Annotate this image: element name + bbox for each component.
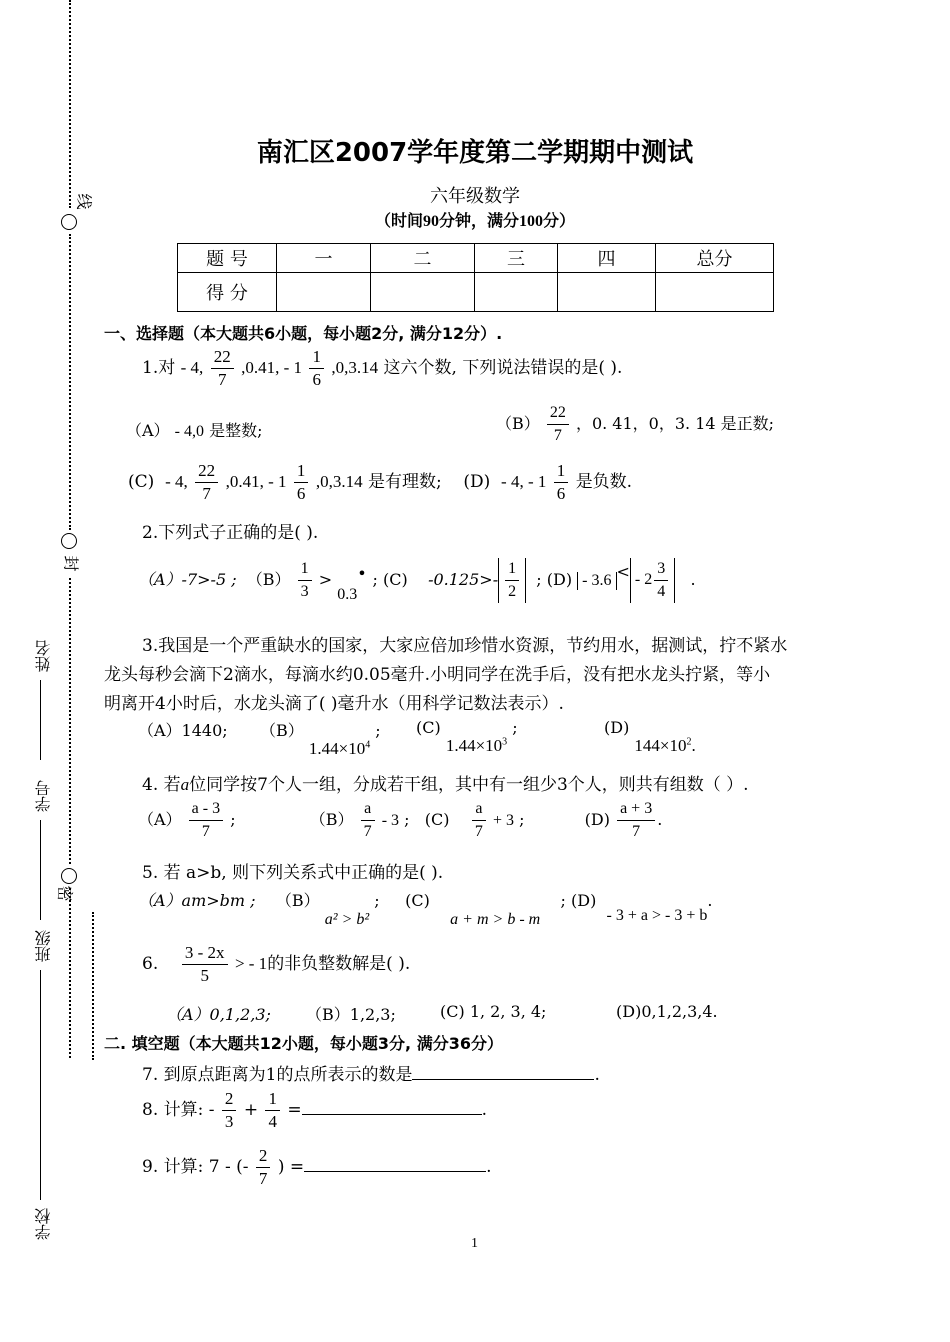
- q8-line: [142, 1088, 487, 1133]
- q5-b-label: （B）: [275, 891, 320, 910]
- q3-d-math: 144×10: [634, 736, 687, 755]
- q3-c-math: 1.44×10: [445, 736, 503, 755]
- q9-prefix: 9. 计算: 7 - (-: [142, 1157, 249, 1177]
- q1-frac-22-7: [211, 346, 234, 391]
- binding-dotted-line-outer: [92, 912, 94, 1060]
- q2-d-label: (D): [546, 570, 573, 589]
- q1-d-frac: [554, 460, 569, 505]
- frac-den: 7: [632, 823, 641, 840]
- section2-heading: 二. 填空题（本大题共12小题，每小题3分, 满分36分）: [104, 1034, 503, 1053]
- q1-c-num-b: ,0.41, - 1: [225, 472, 287, 491]
- q8-plus: +: [243, 1100, 259, 1120]
- q6-number: 6.: [142, 954, 159, 974]
- score-cell-q4: 四: [558, 244, 656, 273]
- page-title: 南汇区2007学年度第二学期期中测试: [256, 138, 694, 168]
- frac-num: 2: [222, 1088, 237, 1111]
- q8-answer-blank[interactable]: [302, 1098, 482, 1115]
- q9-answer-blank[interactable]: [304, 1155, 486, 1172]
- score-row-label: 得 分: [178, 273, 277, 312]
- frac-num: a - 3: [189, 798, 223, 821]
- q4-a-label: （A）: [138, 810, 182, 829]
- q6-stem-tail: 的非负整数解是( ).: [267, 954, 411, 974]
- q6-stem: [142, 942, 410, 987]
- q7-line: [142, 1060, 600, 1085]
- q1-b-label: （B）: [496, 414, 540, 433]
- q2-d-rhs-abs: [630, 558, 675, 603]
- q1-c-text: 是有理数;: [367, 472, 442, 492]
- q8-frac1: [222, 1088, 237, 1133]
- score-cell-label: 题 号: [178, 244, 277, 273]
- q3-c-semicolon: ;: [512, 718, 518, 737]
- frac-den: 6: [556, 484, 566, 503]
- q1-d-text: 是负数.: [575, 472, 633, 492]
- q3-line3: 明离开4小时后，水龙头滴了( )毫升水（用科学记数法表示）.: [104, 694, 564, 714]
- frac-den: 6: [296, 484, 306, 503]
- q8-eq: =: [287, 1100, 302, 1120]
- frac-num: 1: [505, 558, 519, 581]
- frac-den: 3: [224, 1112, 234, 1131]
- frac-den: 7: [553, 427, 562, 444]
- exam-time-note: （时间90分钟，满分100分）: [374, 213, 575, 230]
- q7-end: .: [594, 1065, 600, 1085]
- score-table-header-row: [178, 244, 774, 273]
- q3-d-period: .: [691, 736, 696, 755]
- score-input-q4[interactable]: [558, 273, 656, 312]
- q5-b-math: a² > b²: [324, 911, 370, 928]
- q9-line: [142, 1145, 492, 1190]
- q3-d-exp: 2: [686, 736, 692, 748]
- frac-den: 7: [217, 370, 227, 389]
- frac-den: 3: [300, 583, 309, 600]
- q1-b-frac: [547, 402, 569, 447]
- binding-circle-low: [61, 868, 77, 884]
- frac-num: a: [472, 798, 486, 821]
- q1-num-a: - 4,: [180, 358, 204, 377]
- frac-num: 1: [309, 346, 324, 369]
- q2-stem: 2.下列式子正确的是( ).: [142, 523, 319, 543]
- q6-rest: > - 1: [234, 954, 268, 973]
- q1-frac-1-6: [309, 346, 324, 391]
- q2-option-a: （A）-7>-5 ;: [138, 570, 237, 589]
- q1-option-b: [496, 402, 774, 447]
- q3-option-a: （A）1440;: [138, 721, 228, 740]
- q3-c-exp: 3: [502, 736, 508, 748]
- frac-den: 7: [474, 823, 483, 840]
- q1-a-text: 是整数;: [209, 421, 263, 440]
- binding-seal-label: 封: [61, 555, 81, 572]
- q1-d-label: (D): [463, 472, 491, 492]
- q4-b-label: （B）: [309, 810, 354, 829]
- q1-stem: [142, 346, 622, 391]
- q6-option-d: (D)0,1,2,3,4.: [616, 1002, 718, 1021]
- q2-b-label: （B）: [246, 570, 291, 589]
- school-label: 学校: [34, 1208, 53, 1240]
- q1-stem-prefix: 1.对: [142, 358, 176, 378]
- q1-c-frac1: [195, 460, 218, 505]
- q4-b-semicolon: ;: [404, 810, 410, 829]
- q3-b-math-wrap: [309, 739, 370, 758]
- score-cell-q2: 二: [371, 244, 475, 273]
- q2-b-gt: >: [318, 570, 333, 589]
- score-input-q1[interactable]: [277, 273, 371, 312]
- class-blank-line: [40, 970, 42, 1200]
- q2-c-label: (C): [383, 570, 408, 589]
- q2-d-lhs: - 3.6: [577, 572, 616, 590]
- q1-c-frac2: [294, 460, 309, 505]
- q8-end: .: [481, 1100, 488, 1120]
- q1-a-label: （A）: [126, 421, 170, 440]
- q5-stem: 5. 若 a>b, 则下列关系式中正确的是( ).: [142, 863, 444, 883]
- q4-b-rest: - 3: [381, 812, 400, 829]
- page-number: 1: [471, 1236, 478, 1251]
- q3-d-label: (D): [604, 718, 630, 737]
- binding-dotted-line-top: [69, 0, 71, 208]
- q2-c-lhs: -0.125>-: [428, 570, 499, 589]
- repeat-dot: •: [357, 564, 367, 583]
- q4-var: a: [180, 775, 190, 794]
- page-subtitle: 六年级数学: [430, 186, 520, 207]
- frac-den: 7: [363, 823, 372, 840]
- frac-den: 7: [202, 484, 211, 503]
- frac-num: 1: [265, 1088, 280, 1111]
- q1-stem-suffix: 这六个数, 下列说法错误的是( ).: [383, 358, 623, 378]
- q3-line2: 龙头每秒会滴下2滴水，每滴水约0.05毫升.小明同学在洗手后，没有把水龙头拧紧，等小: [104, 665, 771, 685]
- q9-end: .: [486, 1157, 492, 1177]
- q5-option-a: （A）am>bm ;: [138, 891, 256, 910]
- score-cell-total: 总分: [656, 244, 774, 273]
- frac-den: 7: [258, 1169, 268, 1188]
- q1-c-num-c: ,0,3.14: [315, 472, 363, 491]
- q4-c-label: (C): [424, 810, 450, 829]
- q7-answer-blank[interactable]: [412, 1063, 594, 1080]
- frac-num: 22: [195, 460, 218, 483]
- q4-a-frac: [189, 798, 223, 843]
- q5-c-label: (C): [405, 891, 430, 910]
- q1-b-text: ，0. 41，0，3. 14 是正数;: [575, 414, 775, 433]
- q9-close: ) =: [277, 1157, 305, 1177]
- frac-den: 7: [201, 823, 210, 840]
- q2-options: [138, 558, 696, 603]
- score-input-q3[interactable]: [475, 273, 558, 312]
- class-label: 班级: [34, 930, 53, 962]
- frac-num: 3 - 2x: [182, 942, 228, 965]
- q3-line1: 3.我国是一个严重缺水的国家，大家应倍加珍惜水资源，节约用水，据测试，拧不紧水: [142, 636, 788, 656]
- q6-option-a: （A）0,1,2,3;: [166, 1005, 271, 1024]
- frac-num: 3: [654, 558, 668, 581]
- q3-b-math: 1.44×10: [308, 739, 366, 758]
- name-label: 姓名: [34, 640, 53, 672]
- q4-stem-a: 4. 若: [142, 775, 181, 795]
- binding-dotted-line-bottom: [69, 888, 71, 1058]
- score-input-total[interactable]: [656, 273, 774, 312]
- frac-num: 1: [294, 460, 309, 483]
- q1-option-a: [126, 418, 262, 441]
- frac-den: 5: [200, 966, 209, 985]
- q2-end: .: [690, 570, 696, 589]
- q2-sep2: ;: [536, 570, 542, 589]
- score-table: [177, 243, 774, 312]
- score-cell-q1: 一: [277, 244, 371, 273]
- q4-c-frac: [472, 798, 486, 843]
- q4-b-frac: [361, 798, 375, 843]
- q4-c-semicolon: ;: [519, 810, 525, 829]
- q2-c-abs: [498, 558, 526, 603]
- section1-heading: 一、选择题（本大题共6小题，每小题2分, 满分12分）.: [104, 324, 503, 343]
- q4-d-frac: [617, 798, 655, 843]
- q4-options: [138, 798, 662, 843]
- score-input-q2[interactable]: [371, 273, 475, 312]
- q6-frac: [182, 942, 228, 987]
- q2-b-repeating: [337, 564, 367, 604]
- q1-a-math: - 4,0: [174, 423, 204, 440]
- q2-c-frac: [505, 558, 519, 603]
- q6-option-c: (C) 1, 2, 3, 4;: [440, 1002, 547, 1021]
- q3-b-label: （B）: [260, 721, 304, 740]
- q3-b-semicolon: ;: [375, 721, 381, 740]
- q4-a-semicolon: ;: [230, 810, 236, 829]
- frac-num: 22: [211, 346, 234, 369]
- q1-num-b: ,0.41, - 1: [241, 358, 303, 377]
- q5-b-semicolon: ;: [374, 891, 380, 910]
- binding-secret-label: 密: [55, 885, 75, 902]
- frac-num: a + 3: [617, 798, 655, 821]
- frac-num: 1: [554, 460, 569, 483]
- q9-frac: [256, 1145, 271, 1190]
- frac-num: 22: [547, 402, 569, 425]
- frac-den: 4: [268, 1112, 277, 1131]
- binding-dotted-line-lower: [69, 578, 71, 864]
- q2-b-frac: [298, 558, 312, 603]
- binding-line-label: 线: [74, 193, 94, 210]
- student-no-blank-line: [40, 820, 42, 920]
- frac-den: 4: [657, 583, 666, 600]
- q4-d-label: (D): [584, 810, 610, 829]
- frac-den: 2: [508, 583, 517, 600]
- q5-c-math: a + m > b - m: [450, 911, 541, 928]
- q6-option-b: （B）1,2,3;: [306, 1005, 396, 1024]
- q3-c-label: (C): [416, 718, 441, 737]
- q5-d-label: ; (D): [560, 891, 597, 910]
- q1-d-math: - 4, - 1: [501, 472, 547, 491]
- score-cell-q3: 三: [475, 244, 558, 273]
- q5-options: [138, 888, 713, 928]
- student-no-label: 学号: [34, 780, 53, 812]
- q2-b-rhs: 0.3: [337, 586, 358, 603]
- q1-option-c: [128, 460, 632, 505]
- q7-text: 7. 到原点距离为1的点所表示的数是: [142, 1065, 413, 1085]
- q5-d-math: - 3 + a > - 3 + b: [606, 907, 708, 924]
- frac-num: 1: [298, 558, 312, 581]
- q4-stem-b: 位同学按7个人一组，分成若干组，其中有一组少3个人，则共有组数（ ）.: [189, 775, 749, 795]
- q1-c-label: (C): [128, 472, 155, 492]
- name-blank-line: [40, 680, 42, 760]
- q3-c-math-wrap: [446, 736, 507, 755]
- q3-b-exp: 4: [365, 739, 371, 751]
- frac-den: 6: [312, 370, 321, 389]
- q2-d-frac: [654, 558, 668, 603]
- q2-d-lt: <: [616, 562, 630, 581]
- q8-frac2: [265, 1088, 280, 1133]
- binding-circle-mid: [61, 533, 77, 549]
- q2-sep1: ;: [372, 570, 378, 589]
- q1-num-c: ,0,3.14: [331, 358, 379, 377]
- q4-d-period: .: [657, 810, 663, 829]
- q2-d-rhs: - 2: [634, 571, 653, 589]
- q4-stem: [142, 770, 749, 795]
- q4-c-rest: + 3: [492, 812, 514, 829]
- frac-num: a: [361, 798, 375, 821]
- q1-c-num-a: - 4,: [165, 472, 188, 491]
- score-table-score-row: [178, 273, 774, 312]
- q5-d-period: .: [707, 891, 713, 910]
- q3-d-math-wrap: [634, 736, 695, 755]
- q8-prefix: 8. 计算: -: [142, 1100, 215, 1120]
- frac-num: 2: [256, 1145, 271, 1168]
- binding-dotted-line-mid: [69, 234, 71, 530]
